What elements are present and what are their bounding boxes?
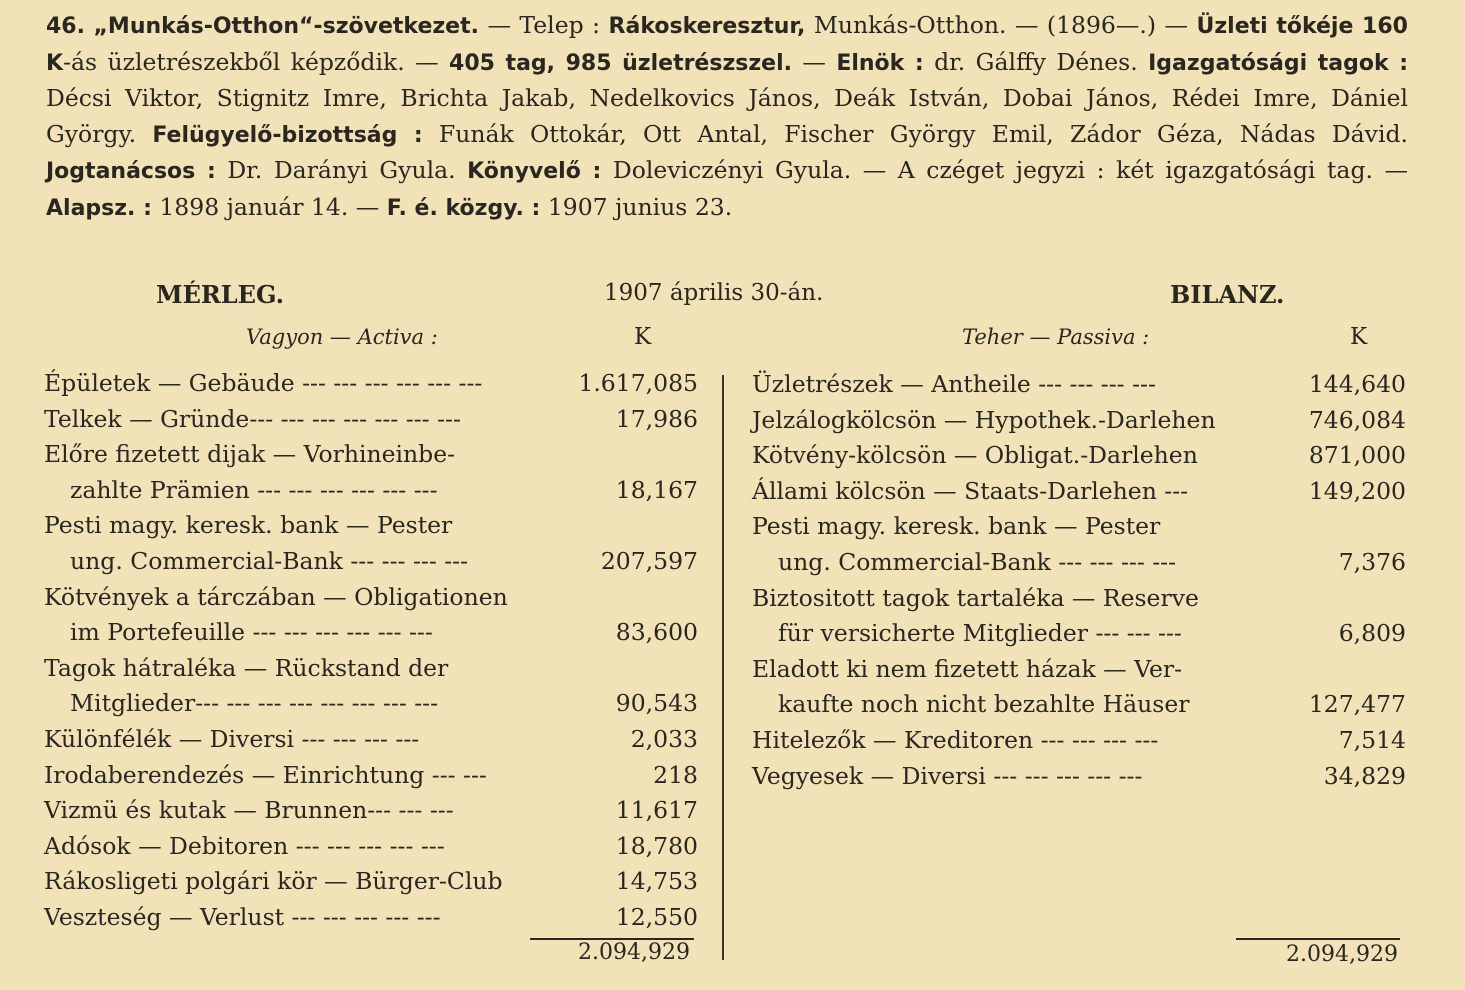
liabilities-total: 2.094,929 xyxy=(1286,942,1398,967)
row-value: 7,376 xyxy=(1338,548,1406,576)
row-label: kaufte noch nicht bezahlte Häuser xyxy=(778,690,1190,719)
balance-row xyxy=(752,402,1406,438)
row-value: 746,084 xyxy=(1308,405,1406,434)
balance-row xyxy=(44,401,698,437)
row-label: Állami kölcsön — Staats-Darlehen --- xyxy=(752,476,1189,505)
balance-row xyxy=(44,472,698,508)
row-label: Adósok — Debitoren --- --- --- --- --- xyxy=(44,831,445,860)
balance-row xyxy=(44,792,698,828)
company-header xyxy=(46,8,1408,226)
firm-label: A czéget xyxy=(897,156,1005,184)
row-label: Épületek — Gebäude --- --- --- --- --- --- xyxy=(44,369,483,397)
row-label: Eladott ki nem fizetett házak — Ver- xyxy=(752,654,1183,683)
row-label: Előre fizetett dijak — Vorhineinbe- xyxy=(44,440,456,469)
site-prefix: — Telep : xyxy=(487,11,601,39)
row-value: 90,543 xyxy=(615,689,698,718)
row-label: Rákosligeti polgári kör — Bürger-Club xyxy=(44,867,503,896)
row-label: Jelzálogkölcsön — Hypothek.-Darlehen xyxy=(752,405,1216,434)
row-label: im Portefeuille --- --- --- --- --- --- xyxy=(70,618,433,647)
balance-row xyxy=(752,651,1406,687)
supervisory-label: Felügyelő-bizottság : xyxy=(152,122,423,148)
row-label: Biztositott tagok tartaléka — Reserve xyxy=(752,583,1199,612)
liabilities-total-rule xyxy=(1236,938,1400,940)
row-value: 14,753 xyxy=(615,867,698,896)
row-label: Vegyesek — Diversi --- --- --- --- --- xyxy=(752,761,1143,790)
balance-row xyxy=(44,721,698,757)
balance-row xyxy=(752,366,1406,402)
balance-row xyxy=(44,365,698,401)
assets-heading: Vagyon — Activa : xyxy=(246,325,438,349)
row-value: 149,200 xyxy=(1308,476,1406,505)
row-label: Mitglieder--- --- --- --- --- --- --- --- xyxy=(70,689,439,718)
balance-row xyxy=(44,757,698,793)
row-value: 144,640 xyxy=(1308,370,1406,398)
row-value: 1.617,085 xyxy=(578,369,698,397)
balance-row xyxy=(44,899,698,935)
meeting-date: 1907 junius 23. xyxy=(547,192,733,221)
separator: — xyxy=(802,47,826,76)
liabilities-currency: K xyxy=(1350,324,1368,350)
column-divider xyxy=(722,375,724,960)
row-label: Hitelezők — Kreditoren --- --- --- --- xyxy=(752,726,1159,754)
row-label: für versicherte Mitglieder --- --- --- xyxy=(778,619,1182,648)
row-value: 34,829 xyxy=(1323,761,1406,790)
capital-text: -ás üzletrészekből képződik. — xyxy=(63,47,439,76)
balance-row xyxy=(752,473,1406,509)
balance-date: 1907 április 30-án. xyxy=(604,280,824,306)
counsel-label: Jogtanácsos : xyxy=(46,159,216,184)
row-label: Vizmü és kutak — Brunnen--- --- --- xyxy=(44,796,454,825)
balance-row xyxy=(44,614,698,650)
meeting-label: F. é. közgy. : xyxy=(386,195,541,221)
balance-row xyxy=(44,863,698,899)
site-rest: Munkás-Otthon. — (1896—.) — xyxy=(813,11,1188,39)
balance-title-right: BILANZ. xyxy=(1170,280,1285,309)
accountant-label: Könyvelő : xyxy=(467,159,602,184)
row-value: 12,550 xyxy=(615,903,698,931)
balance-row xyxy=(44,507,698,543)
row-label: Pesti magy. keresk. bank — Pester xyxy=(752,512,1161,541)
balance-row xyxy=(752,580,1406,616)
row-label: Kötvény-kölcsön — Obligat.-Darlehen xyxy=(752,441,1198,470)
assets-total: 2.094,929 xyxy=(578,940,690,965)
board-label: Igazgatósági tagok : xyxy=(1148,50,1408,76)
member-count: 405 tag, 985 üzletrészszel. xyxy=(449,50,792,76)
balance-row xyxy=(752,508,1406,544)
founded-date: 1898 január 14. — xyxy=(159,192,380,221)
balance-row xyxy=(752,758,1406,794)
row-value: 18,780 xyxy=(615,831,698,860)
row-value: 83,600 xyxy=(615,618,698,647)
capital-label: Üzleti tőkéje 160 K xyxy=(46,14,1408,76)
balance-row xyxy=(44,436,698,472)
row-label: zahlte Prämien --- --- --- --- --- --- xyxy=(70,475,438,504)
row-label: Különfélék — Diversi --- --- --- --- xyxy=(44,725,420,753)
accountant-name: Doleviczényi Gyula. — xyxy=(612,156,887,184)
row-label: ung. Commercial-Bank --- --- --- --- xyxy=(778,548,1177,576)
board-members: Décsi Viktor, Stignitz Imre, Brichta Jakab, Nedelkovics János, Deák István, Dobai János, Rédei Imre, Dániel György. xyxy=(46,84,1408,148)
row-label: Tagok hátraléka — Rückstand der xyxy=(44,653,449,682)
balance-row xyxy=(752,722,1406,758)
row-label: Veszteség — Verlust --- --- --- --- --- xyxy=(44,903,441,931)
balance-row xyxy=(752,544,1406,580)
balance-title-left: MÉRLEG. xyxy=(156,280,284,309)
balance-row xyxy=(44,650,698,686)
row-label: Telkek — Gründe--- --- --- --- --- --- --- xyxy=(44,404,461,433)
balance-row xyxy=(44,543,698,579)
row-value: 871,000 xyxy=(1308,441,1406,470)
balance-row xyxy=(44,685,698,721)
counsel-name: Dr. Darányi Gyula. xyxy=(227,156,456,184)
balance-row xyxy=(752,615,1406,651)
assets-currency: K xyxy=(634,324,652,350)
row-value: 11,617 xyxy=(615,796,698,825)
row-label: Üzletrészek — Antheile --- --- --- --- xyxy=(752,370,1156,398)
row-label: Pesti magy. keresk. bank — Pester xyxy=(44,511,453,540)
company-name: „Munkás-Otthon“-szövetkezet. xyxy=(93,14,479,39)
row-value: 218 xyxy=(653,760,698,789)
row-value: 17,986 xyxy=(615,404,698,433)
chair-name: dr. Gálffy Dénes. xyxy=(934,47,1138,76)
balance-row xyxy=(752,686,1406,722)
row-value: 6,809 xyxy=(1338,619,1406,648)
balance-row xyxy=(752,437,1406,473)
balance-row xyxy=(44,579,698,615)
row-value: 207,597 xyxy=(600,547,698,575)
row-label: Irodaberendezés — Einrichtung --- --- xyxy=(44,760,487,789)
entry-number: 46. xyxy=(46,14,85,39)
row-value: 18,167 xyxy=(615,475,698,504)
site-name: Rákoskeresztur, xyxy=(608,14,806,39)
chair-label: Elnök : xyxy=(836,50,924,76)
balance-row xyxy=(44,828,698,864)
row-value: 7,514 xyxy=(1338,726,1406,754)
supervisory-members: Funák Ottokár, Ott Antal, Fischer György Emil, Zádor Géza, Nádas Dávid. xyxy=(438,119,1408,148)
founded-label: Alapsz. : xyxy=(46,195,152,221)
row-label: Kötvények a tárczában — Obligationen xyxy=(44,582,508,611)
firm-signature: jegyzi : két igazgatósági tag. — xyxy=(1015,156,1408,184)
row-value: 2,033 xyxy=(630,725,698,753)
row-value: 127,477 xyxy=(1308,690,1406,719)
row-label: ung. Commercial-Bank --- --- --- --- xyxy=(70,547,469,575)
liabilities-heading: Teher — Passiva : xyxy=(962,325,1150,349)
